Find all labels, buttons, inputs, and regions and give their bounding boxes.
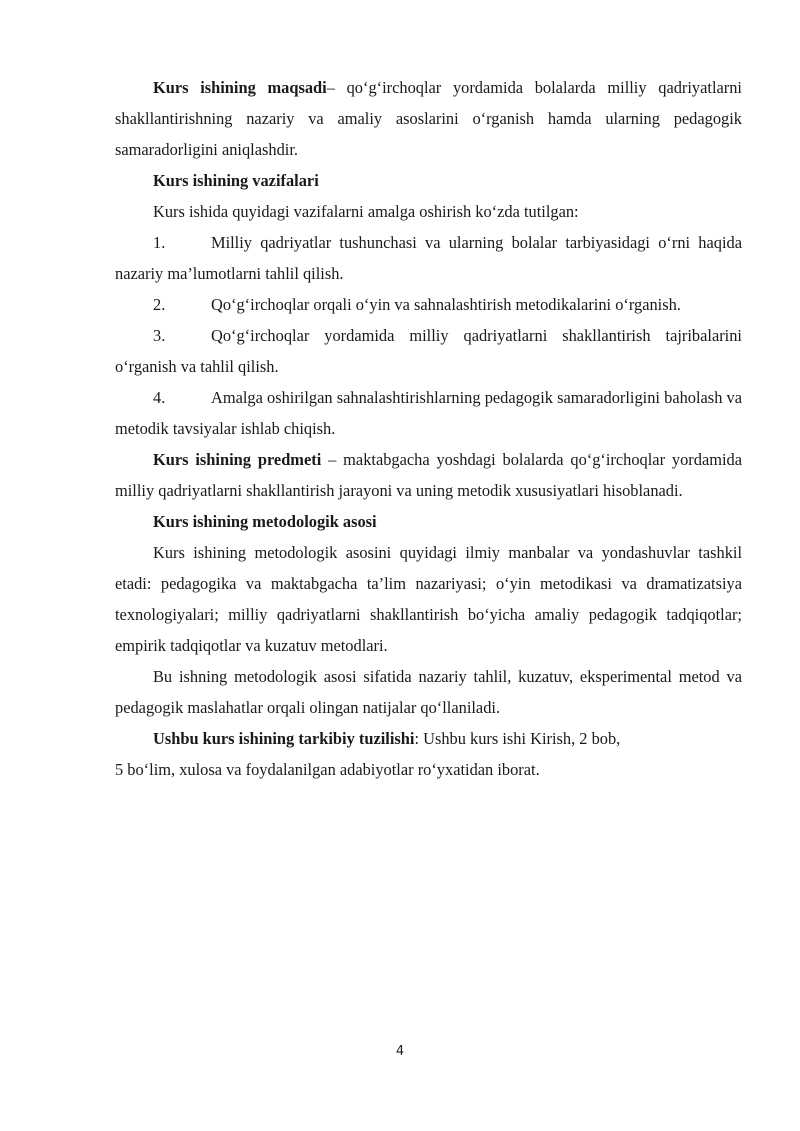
task-text: Milliy qadriyatlar tushunchasi va ularning bolalar tarbiyasidagi o‘rni haqida nazariy ma’lumotlarni tahlil qilish.: [115, 233, 742, 283]
methodology-heading: Kurs ishining metodologik asosi: [153, 512, 377, 531]
methodology-paragraph-1: Kurs ishining metodologik asosini quyidagi ilmiy manbalar va yondashuvlar tashkil etadi: pedagogika va maktabgacha ta’lim nazariyasi; o‘yin metodikasi va dramatizatsiya texnologiyalari; milliy qadriyatlarni shakllantirish bo‘yicha amaliy pedagogik tadqiqotlar; empirik tadqiqotlar va kuzatuv metodlari.: [115, 543, 742, 655]
task-text: Qo‘g‘irchoqlar yordamida milliy qadriyatlarni shakllantirish tajribalarini o‘rganish va tahlil qilish.: [115, 326, 742, 376]
goal-text: – qo‘g‘irchoqlar yordamida bolalarda milliy qadriyatlarni shakllantirishning nazariy va amaliy asoslarini o‘rganish hamda ularning pedagogik samaradorligini aniqlashdir.: [115, 78, 742, 159]
structure-text-line2: 5 bo‘lim, xulosa va foydalanilgan adabiyotlar ro‘yxatidan iborat.: [115, 760, 540, 779]
task-item-4: [115, 382, 742, 444]
tasks-intro: Kurs ishida quyidagi vazifalarni amalga oshirish ko‘zda tutilgan:: [153, 202, 579, 221]
task-number: 4.: [153, 388, 166, 407]
methodology-paragraph-2: Bu ishning metodologik asosi sifatida nazariy tahlil, kuzatuv, eksperimental metod va pedagogik maslahatlar orqali olingan natijalar qo‘llaniladi.: [115, 667, 742, 717]
task-item-2: [115, 289, 742, 320]
page-number: 4: [395, 1044, 405, 1059]
structure-text-line1: : Ushbu kurs ishi Kirish, 2 bob,: [414, 729, 621, 748]
goal-paragraph: [115, 72, 742, 165]
task-item-1: [115, 227, 742, 289]
tasks-heading: Kurs ishining vazifalari: [153, 171, 319, 190]
document-page: [115, 72, 742, 785]
structure-label: Ushbu kurs ishining tarkibiy tuzilishi: [153, 729, 415, 748]
subject-label: Kurs ishining predmeti: [153, 450, 322, 469]
goal-label: Kurs ishining maqsadi: [153, 78, 327, 97]
task-number: 1.: [153, 233, 166, 252]
task-number: 2.: [153, 295, 166, 314]
task-number: 3.: [153, 326, 166, 345]
subject-paragraph: [115, 444, 742, 506]
subject-text: – maktabgacha yoshdagi bolalarda qo‘g‘irchoqlar yordamida milliy qadriyatlarni shakllantirish jarayoni va uning metodik xususiyatlari hisoblanadi.: [115, 450, 742, 500]
task-item-3: [115, 320, 742, 382]
task-text: Qo‘g‘irchoqlar orqali o‘yin va sahnalashtirish metodikalarini o‘rganish.: [211, 295, 681, 314]
task-text: Amalga oshirilgan sahnalashtirishlarning pedagogik samaradorligini baholash va metodik tavsiyalar ishlab chiqish.: [115, 388, 742, 438]
structure-paragraph: [115, 723, 742, 754]
